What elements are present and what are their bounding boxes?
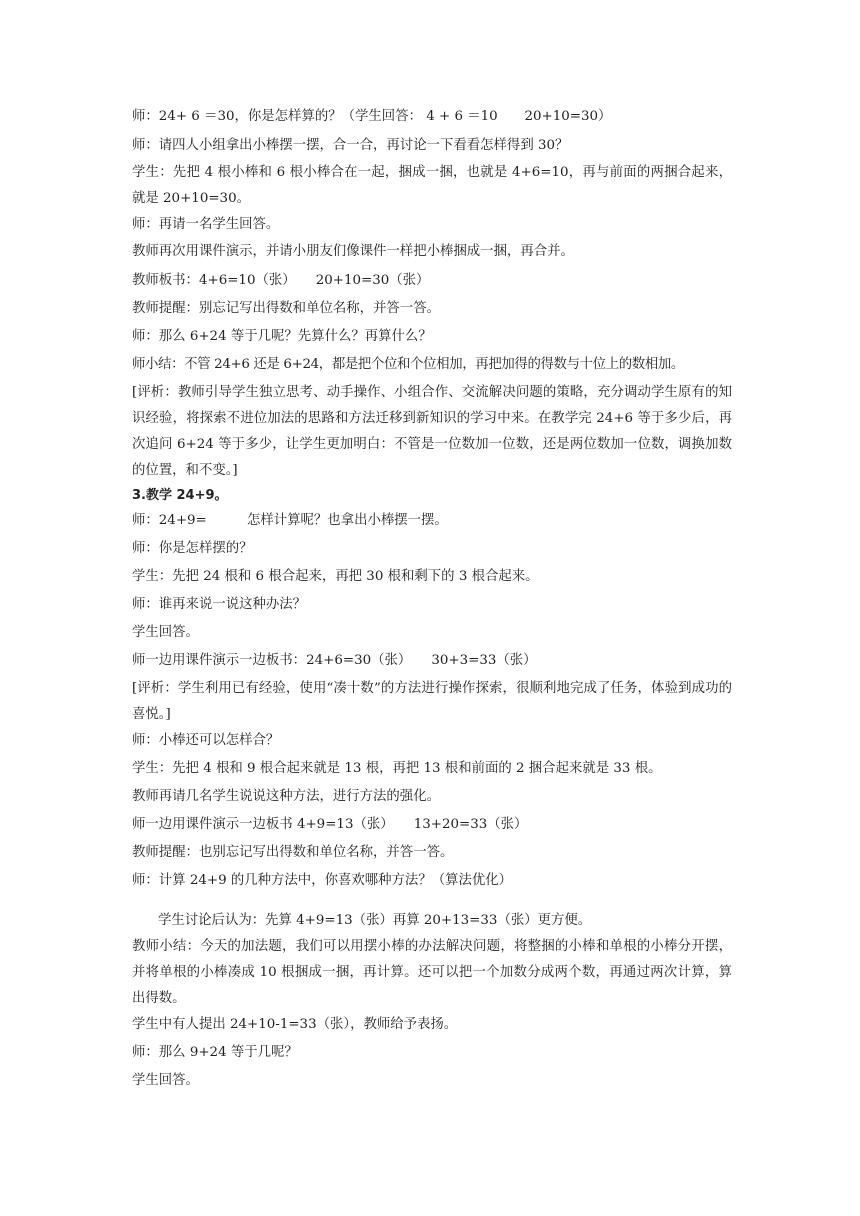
- paragraph-20: 教师提醒：也别忘记写出得数和单位名称，并答一答。: [132, 845, 454, 860]
- paragraph-21: 师：计算 24+9 的几种方法中，你喜欢哪种方法？（算法优化）: [132, 873, 513, 888]
- section-heading: 3.教学 24+9。: [132, 488, 228, 503]
- paragraph-9: 师小结：不管 24+6 还是 6+24，都是把个位和个位相加，再把加得的得数与十位上的数相加。: [132, 357, 684, 372]
- paragraph-12: 学生：先把 24 根和 6 根合起来，再把 30 根和剩下的 3 根合起来。: [132, 569, 539, 584]
- paragraph-18: 教师再请几名学生说说这种方法，进行方法的强化。: [132, 789, 440, 804]
- paragraph-3: 学生：先把 4 根小棒和 6 根小棒合在一起，捆成一捆，也就是 4+6=10，再与前面的两捆合起来，就是 20+10=30。: [132, 165, 732, 206]
- paragraph-4: 师：再请一名学生回答。: [132, 217, 280, 232]
- paragraph-8: 师：那么 6+24 等于几呢？先算什么？再算什么？: [132, 329, 432, 344]
- paragraph-11: 师：你是怎样摆的？: [132, 541, 253, 556]
- paragraph-14: 学生回答。: [132, 625, 199, 640]
- paragraph-17: 学生：先把 4 根和 9 根合起来就是 13 根，再把 13 根和前面的 2 捆合起来就是 33 根。: [132, 761, 662, 776]
- paragraph-13: 师：谁再来说一说这种办法？: [132, 597, 307, 612]
- commentary-2: [评析：学生利用已有经验，使用“凑十数”的方法进行操作探索，很顺利地完成了任务，体验到成功的喜悦。]: [132, 681, 732, 722]
- paragraph-10: 师：24+9= 怎样计算呢？也拿出小棒摆一摆。: [132, 513, 448, 528]
- paragraph-2: 师：请四人小组拿出小棒摆一摆，合一合，再讨论一下看看怎样得到 30？: [132, 138, 569, 153]
- paragraph-7: 教师提醒：别忘记写出得数和单位名称，并答一答。: [132, 301, 440, 316]
- paragraph-1: 师：24+ 6 ＝30，你是怎样算的？（学生回答： 4 + 6 ＝10 20+10=30）: [132, 109, 612, 124]
- commentary-1: [评析：教师引导学生独立思考、动手操作、小组合作、交流解决问题的策略，充分调动学生原有的知识经验，将探索不进位加法的思路和方法迁移到新知识的学习中来。在教学完 24+6 等于多少后，再次追问 6+24 等于多少，让学生更加明白：不管是一位数加一位数，还是两位数加一位数，调换加数的位置，和不变。]: [132, 385, 732, 478]
- paragraph-24: 师：那么 9+24 等于几呢？: [132, 1045, 298, 1060]
- paragraph-16: 师：小棒还可以怎样合？: [132, 733, 280, 748]
- teacher-summary: 教师小结：今天的加法题，我们可以用摆小棒的办法解决问题，将整捆的小棒和单根的小棒分开摆，并将单根的小棒凑成 10 根捆成一捆，再计算。还可以把一个加数分成两个数，再通过两次计算，算出得数。: [132, 939, 732, 1006]
- paragraph-25: 学生回答。: [132, 1073, 199, 1088]
- paragraph-5: 教师再次用课件演示，并请小朋友们像课件一样把小棒捆成一捆，再合并。: [132, 244, 574, 259]
- paragraph-23: 学生中有人提出 24+10-1=33（张），教师给予表扬。: [132, 1017, 458, 1032]
- paragraph-19: 师一边用课件演示一边板书 4+9=13（张） 13+20=33（张）: [132, 817, 528, 832]
- paragraph-15: 师一边用课件演示一边板书：24+6=30（张） 30+3=33（张）: [132, 653, 537, 668]
- paragraph-6: 教师板书：4+6=10（张） 20+10=30（张）: [132, 273, 430, 288]
- paragraph-22: 学生讨论后认为：先算 4+9=13（张）再算 20+13=33（张）更方便。: [158, 913, 592, 928]
